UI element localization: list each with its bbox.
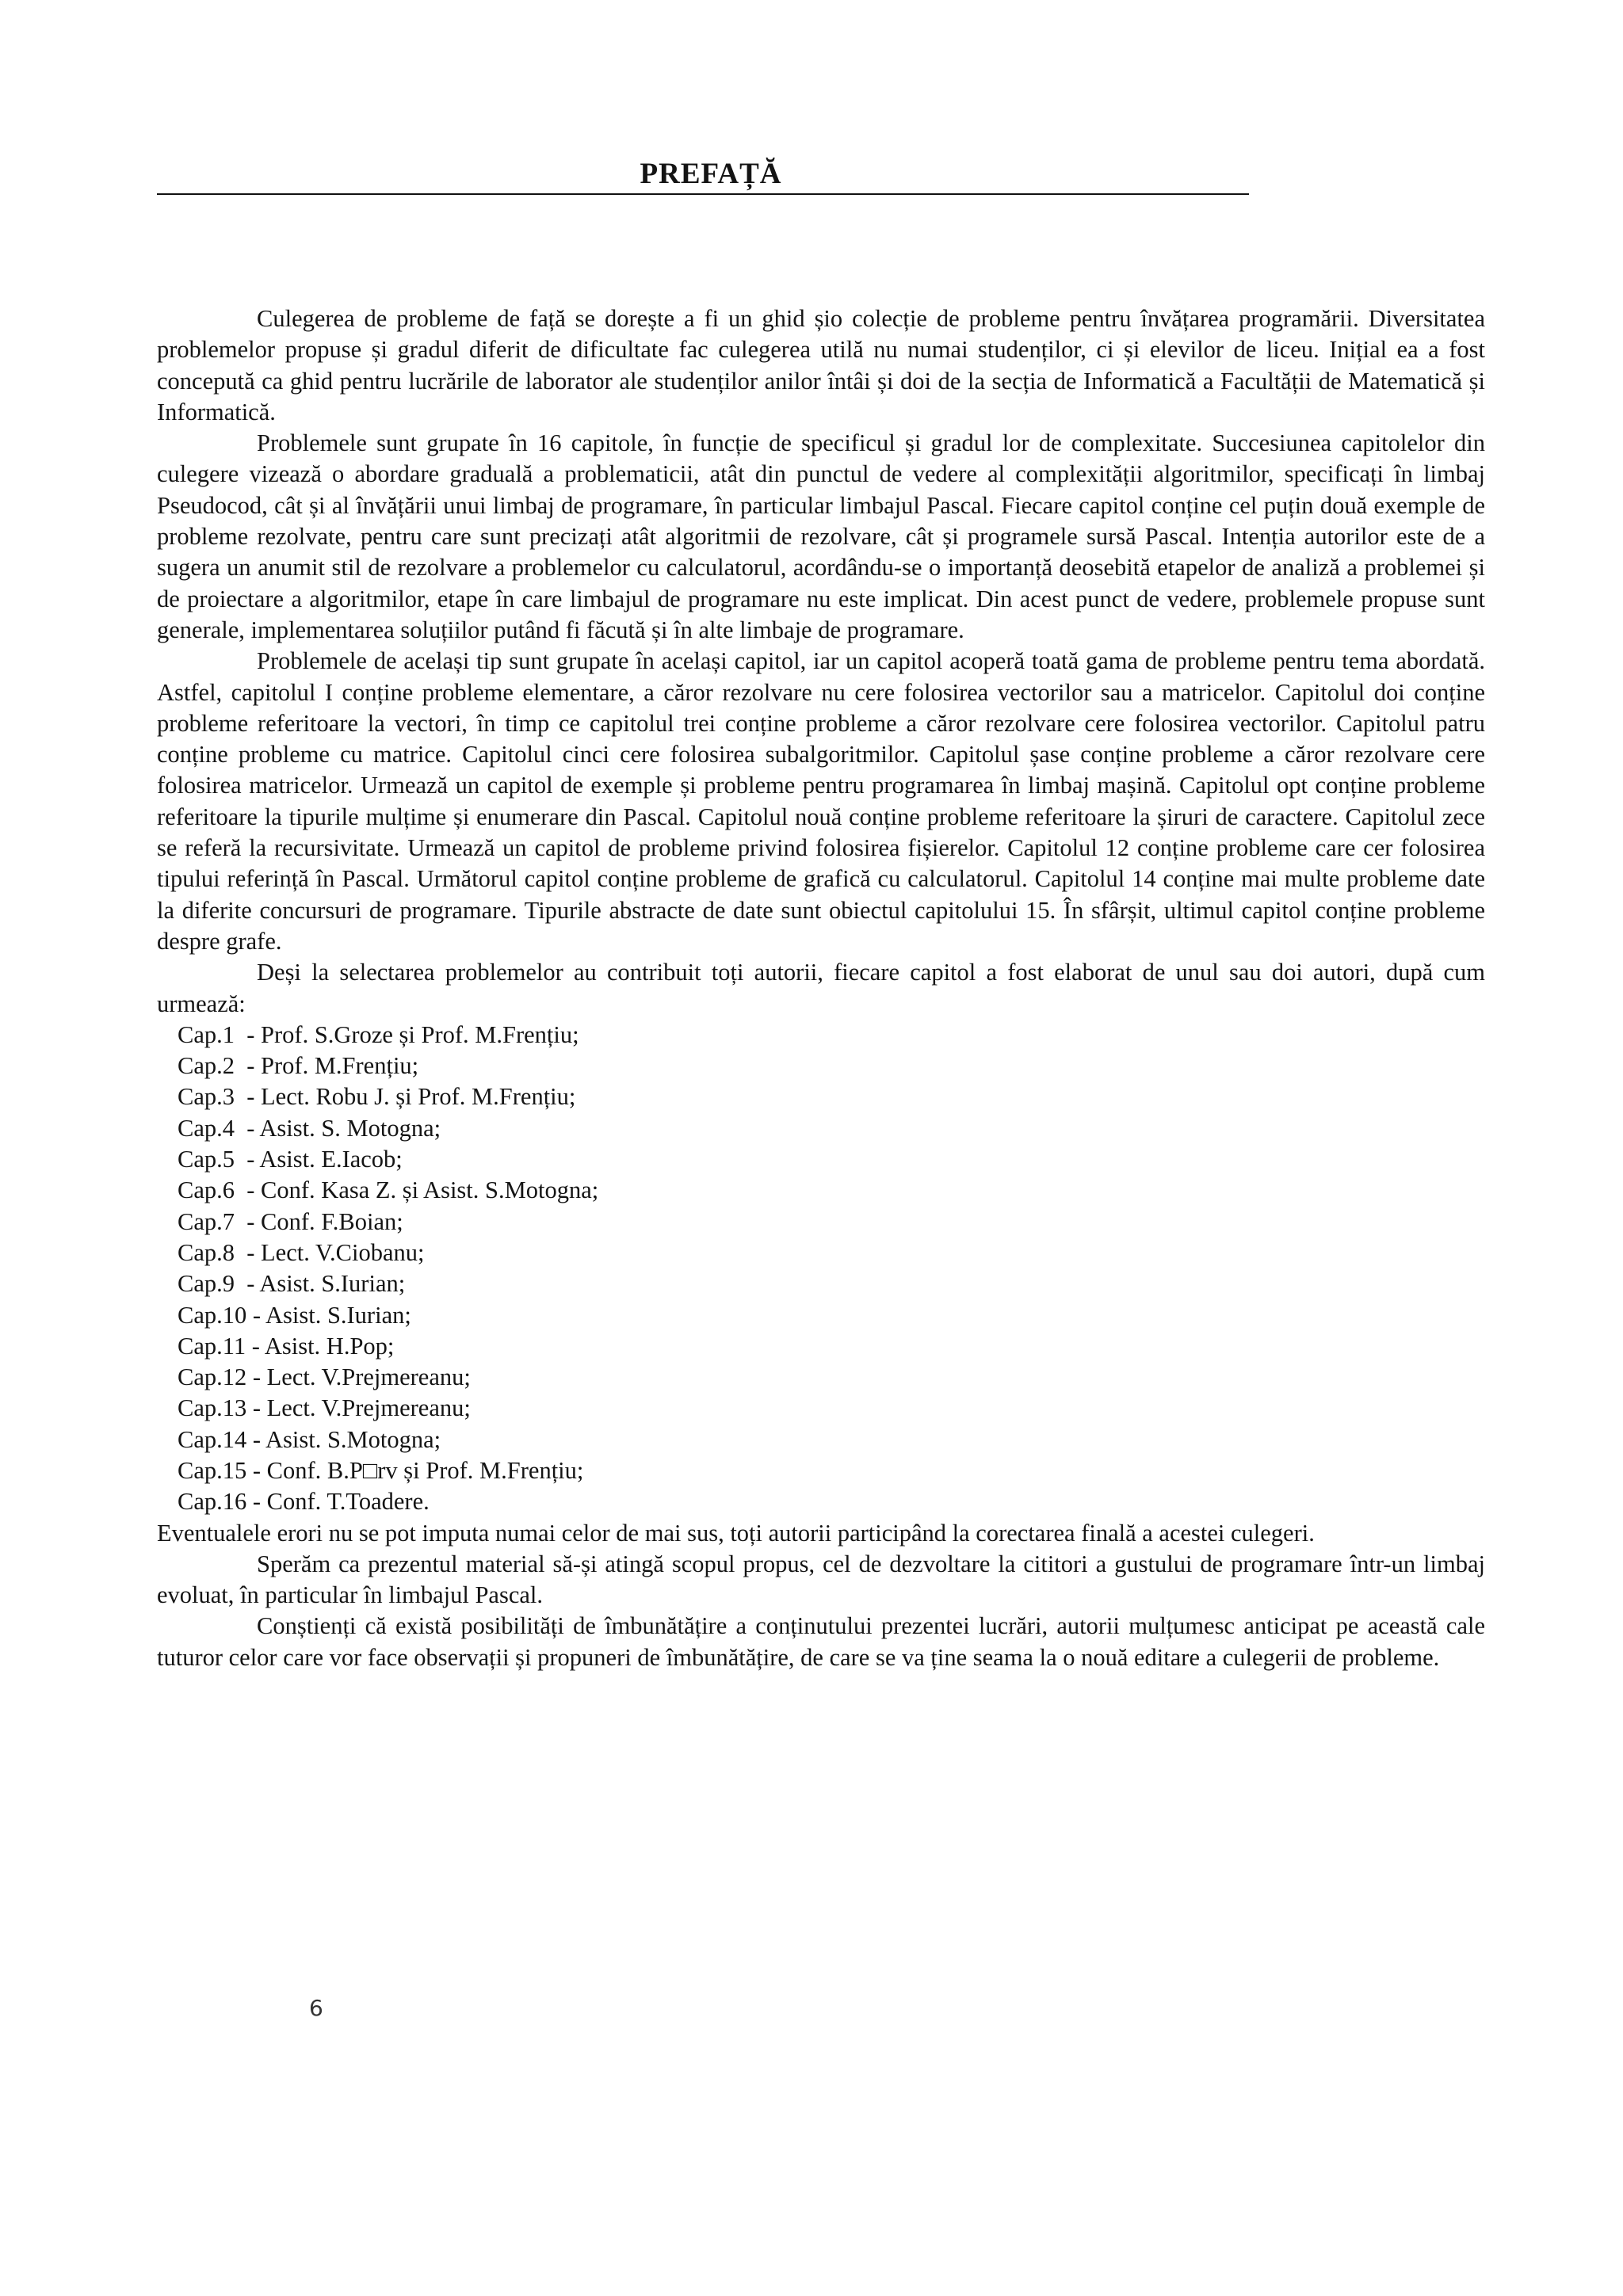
list-item: Cap.9 - Asist. S.Iurian; bbox=[178, 1270, 406, 1298]
list-item: Cap.5 - Asist. E.Iacob; bbox=[178, 1146, 403, 1173]
list-item: Cap.10 - Asist. S.Iurian; bbox=[178, 1301, 411, 1329]
paragraph-intro: Culegerea de probleme de față se dorește a fi un ghid șio colecție de probleme pentru învățarea programării. Diversitatea problemelor propuse și gradul diferit de dificultate fac culegerea utilă nu numai studenților, ci și elevilor de liceu. Inițial ea a fost concepută ca ghid pentru lucrările de laborator ale studenților anilor întâi și doi de la secția de Informatică a Facultății de Matematică și Informatică. bbox=[157, 305, 1485, 425]
list-item: Cap.15 - Conf. B.P□rv și Prof. M.Frențiu; bbox=[178, 1456, 584, 1484]
page-number: 6 bbox=[309, 1995, 323, 2021]
paragraph-authors-intro: Deși la selectarea problemelor au contribuit toți autorii, fiecare capitol a fost elaborat de unul sau doi autori, după cum urmează: bbox=[157, 959, 1485, 1017]
list-item: Cap.14 - Asist. S.Motogna; bbox=[178, 1425, 441, 1453]
paragraph-thanks: Conștienți că există posibilități de îmbunătățire a conținutului prezentei lucrări, autorii mulțumesc anticipat pe această cale tuturor celor care vor face observații și propuneri de îmbunătățire, de care se va ține seama la o nouă editare a culegerii de probleme. bbox=[157, 1612, 1485, 1671]
list-item: Cap.8 - Lect. V.Ciobanu; bbox=[178, 1238, 425, 1266]
list-item: Cap.12 - Lect. V.Prejmereanu; bbox=[178, 1363, 471, 1391]
list-item: Cap.1 - Prof. S.Groze și Prof. M.Frențiu; bbox=[178, 1020, 579, 1048]
page-title: PREFAȚĂ bbox=[640, 158, 782, 190]
paragraph-hope: Sperăm ca prezentul material să-și atingă scopul propus, cel de dezvoltare la cititori a gustului de programare într-un limbaj evoluat, în particular în limbajul Pascal. bbox=[157, 1550, 1485, 1609]
list-item: Cap.16 - Conf. T.Toadere. bbox=[178, 1488, 430, 1516]
paragraph-structure: Problemele sunt grupate în 16 capitole, în funcție de specificul și gradul lor de complexitate. Succesiunea capitolelor din culegere vizează o abordare graduală a problematicii, atât din punctul de vedere al complexității algoritmilor, specificați în limbaj Pseudocod, cât și al învățării unui limbaj de programare, în particular limbajul Pascal. Fiecare capitol conține cel puțin două exemple de probleme rezolvate, pentru care sunt precizați atât algoritmii de rezolvare, cât și programele sursă Pascal. Intenția autorilor este de a sugera un anumit stil de rezolvare a problemelor cu calculatorul, acordându-se o importanță deosebită etapelor de analiză a problemei și de proiectare a algoritmilor, etape în care limbajul de programare nu este implicat. Din acest punct de vedere, problemele propuse sunt generale, implementarea soluțiilor putând fi făcută și în alte limbaje de programare. bbox=[157, 429, 1485, 643]
paragraph-errors-note: Eventualele erori nu se pot imputa numai celor de mai sus, toți autorii participând la corectarea finală a acestei culegeri. bbox=[157, 1519, 1315, 1547]
title-underline bbox=[157, 193, 1249, 195]
preface-body bbox=[157, 303, 1485, 1673]
list-item: Cap.7 - Conf. F.Boian; bbox=[178, 1207, 403, 1235]
list-item: Cap.4 - Asist. S. Motogna; bbox=[178, 1114, 441, 1142]
paragraph-chapters-overview: Problemele de același tip sunt grupate în același capitol, iar un capitol acoperă toată gama de probleme pentru tema abordată. Astfel, capitolul I conține probleme elementare, a căror rezolvare nu cere folosirea vectorilor sau a matricelor. Capitolul doi conține probleme referitoare la vectori, în timp ce capitolul trei conține probleme a căror rezolvare cere folosirea vectorilor. Capitolul patru conține probleme cu matrice. Capitolul cinci cere folosirea subalgoritmilor. Capitolul șase conține probleme a căror rezolvare cere folosirea matricelor. Urmează un capitol de exemple și probleme pentru programarea în limbaj mașină. Capitolul opt conține probleme referitoare la tipurile mulțime și enumerare din Pascal. Capitolul nouă conține probleme referitoare la șiruri de caractere. Capitolul zece se referă la recursivitate. Urmează un capitol de probleme privind folosirea fișierelor. Capitolul 12 conține probleme care cer folosirea tipului referință în Pascal. Următorul capitol conține probleme de grafică cu calculatorul. Capitolul 14 conține mai multe probleme date la diferite concursuri de programare. Tipurile abstracte de date sunt obiectul capitolului 15. În sfârșit, ultimul capitol conține probleme despre grafe. bbox=[157, 647, 1485, 955]
list-item: Cap.6 - Conf. Kasa Z. și Asist. S.Motogna; bbox=[178, 1177, 599, 1204]
list-item: Cap.13 - Lect. V.Prejmereanu; bbox=[178, 1394, 471, 1422]
list-item: Cap.3 - Lect. Robu J. și Prof. M.Frențiu; bbox=[178, 1083, 576, 1111]
chapter-authors-list bbox=[157, 1020, 1485, 1518]
list-item: Cap.11 - Asist. H.Pop; bbox=[178, 1332, 395, 1360]
list-item: Cap.2 - Prof. M.Frențiu; bbox=[178, 1052, 419, 1080]
title-block bbox=[157, 155, 1249, 195]
